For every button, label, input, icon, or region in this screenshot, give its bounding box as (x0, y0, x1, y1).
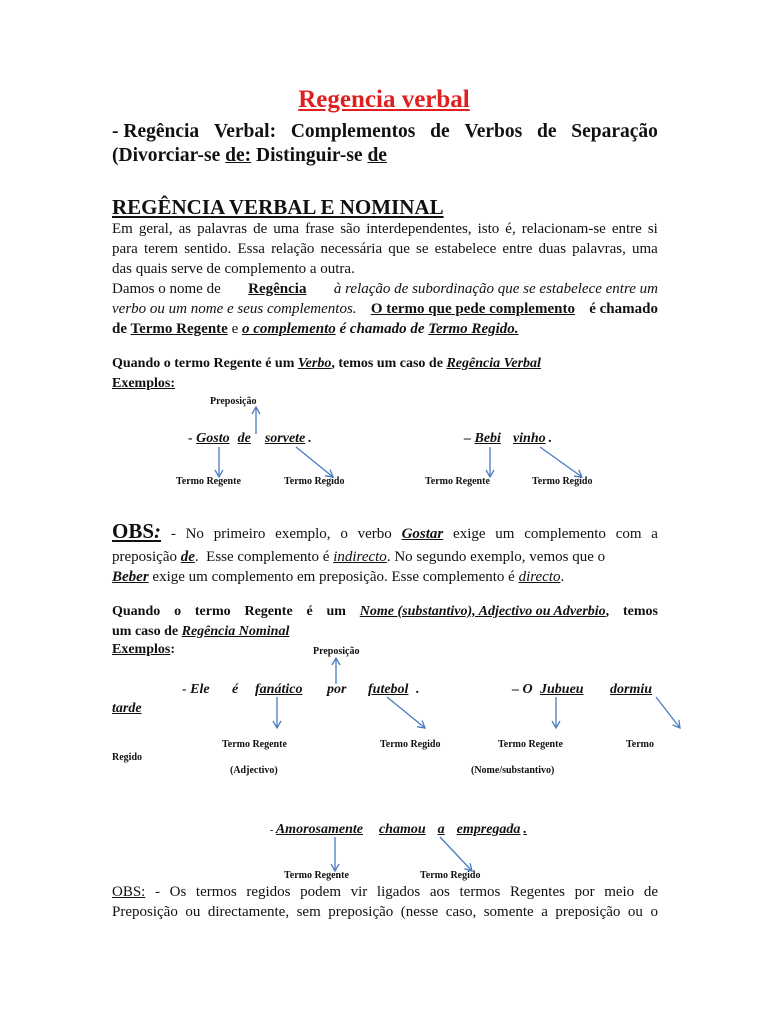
text-run: meio (604, 884, 635, 900)
text-run: duas (538, 241, 567, 257)
label-termo-regente: Termo Regente (425, 476, 490, 487)
text-run: verbo ou um nome e seus complementos. (112, 301, 357, 317)
text-run: relação (271, 241, 315, 257)
text-run: Verbo (297, 356, 332, 371)
word: de (430, 121, 450, 142)
text-run: ou (185, 904, 201, 920)
verbal-examples-label: Exemplos: (112, 376, 175, 391)
text-run: exige (453, 526, 486, 542)
text-run: ligados (376, 884, 421, 900)
label-termo-regente: Termo Regente (176, 476, 241, 487)
verbal-example-2 (464, 431, 552, 447)
text-run: frase (305, 221, 335, 237)
word: Separação (571, 121, 658, 142)
text-run: Regente (244, 604, 293, 619)
label-adjectivo: (Adjectivo) (230, 765, 278, 776)
text-run: de (237, 431, 251, 446)
text-run: de (643, 884, 658, 900)
text-run: OBS (112, 519, 155, 543)
verbal-example-1 (188, 431, 312, 447)
text: (Divorciar-se (112, 145, 226, 166)
label-termo-regente: Termo Regente (222, 739, 287, 750)
text-run: (nesse (400, 904, 439, 920)
text-run: exige um complemento em preposição. Esse complemento é (148, 569, 519, 585)
obs2-line-1 (112, 882, 658, 902)
text-run: . (560, 569, 565, 585)
text-run: é chamado (589, 301, 658, 317)
label-nome-substantivo: (Nome/substantivo) (471, 765, 555, 776)
text-run: para (112, 241, 138, 257)
text-run: - (188, 431, 197, 446)
label-termo-regido: Termo Regido (284, 476, 345, 487)
text-run: isto (477, 221, 500, 237)
nominal-example-3 (270, 822, 527, 838)
text-run: exemplo, (275, 526, 331, 542)
text-run: podem (300, 884, 341, 900)
text-run: Beber (112, 569, 149, 585)
text-run: . (548, 431, 553, 446)
text-run: Gosto (196, 431, 230, 446)
arrow-regido-diag (540, 447, 582, 477)
text-run: sem (296, 904, 321, 920)
nominal-ex2-word: – O (512, 682, 533, 697)
text-run: Exemplos (112, 642, 171, 657)
arrow-regido-diag (296, 447, 333, 477)
intro-line-5 (112, 299, 658, 319)
text-run: Gostar (401, 526, 444, 542)
text-run: de (180, 549, 195, 565)
text-run: , temos um caso de (331, 356, 447, 371)
text-run: primeiro (213, 526, 266, 542)
text-run: o (340, 526, 348, 542)
text-run: directo (518, 569, 561, 585)
subtitle (112, 120, 658, 168)
text-run: sorvete (264, 431, 306, 446)
text-run: Essa (237, 241, 265, 257)
text-run: necessária (320, 241, 383, 257)
section-heading: REGÊNCIA VERBAL E NOMINAL (112, 195, 444, 219)
text-run: se (416, 241, 429, 257)
page-title: Regencia verbal (298, 86, 470, 113)
obs-paragraph-1 (112, 521, 658, 587)
text-run: termos (459, 884, 501, 900)
text-run: um (495, 526, 515, 542)
obs-paragraph-2 (112, 882, 658, 922)
preposition-label: Preposição (313, 646, 360, 657)
text-run: - (270, 825, 276, 836)
text-run: com (615, 526, 642, 542)
text-run: Regência Nominal (181, 624, 290, 639)
text-run: entre (502, 241, 533, 257)
text-run: . (523, 822, 527, 837)
text-run: complemento (524, 526, 606, 542)
word: Verbos (464, 121, 523, 142)
label-termo-regido: Termo Regido (380, 739, 441, 750)
text: de (367, 145, 387, 166)
text-run: : (154, 519, 162, 543)
text-run: Quando (112, 604, 161, 619)
text-run: - (154, 884, 160, 900)
text-run: sentido. (184, 241, 232, 257)
nominal-heading-line-1 (112, 602, 658, 622)
text-run: à relação de subordinação que se estabelece entre um (333, 281, 658, 297)
obs1-line-1 (112, 521, 658, 544)
text-run: caso, (445, 904, 477, 920)
text-run: que (388, 241, 410, 257)
text-run: Amorosamente (275, 822, 363, 837)
text-run: . No segundo exemplo, vemos que o (386, 549, 606, 565)
text-run: um (326, 604, 346, 619)
text-run: a (437, 822, 445, 837)
text-run: : (170, 642, 176, 657)
text-run: OBS: (112, 884, 146, 900)
nominal-ex1-word: - Ele (182, 682, 210, 697)
nominal-heading (112, 602, 658, 642)
text-group (112, 521, 161, 541)
text-run: ou (627, 904, 643, 920)
word: de (537, 121, 557, 142)
subtitle-line-1 (112, 120, 658, 144)
preposition-label: Preposição (210, 396, 257, 407)
label-regido: Regido (112, 752, 142, 763)
text-run: uma (632, 241, 658, 257)
text-run: termos (195, 884, 237, 900)
text-run: Regentes (509, 884, 565, 900)
text-run: – (464, 431, 475, 446)
text-run: o (174, 604, 182, 619)
label-termo-regido: Termo Regido (420, 870, 481, 881)
text-run: relacionam-se (521, 221, 606, 237)
text-run: de (253, 221, 268, 237)
text-run: a (541, 904, 548, 920)
word: Verbal: (213, 121, 277, 142)
text: de: (225, 145, 252, 166)
label-termo-regente: Termo Regente (284, 870, 349, 881)
nominal-heading-line-2 (112, 622, 658, 642)
nominal-ex1-word: por (327, 682, 347, 697)
arrow-regido-diag (387, 697, 425, 728)
text-run: . (308, 431, 312, 446)
word: - Regência (112, 121, 200, 142)
text-run: são (340, 221, 361, 237)
text-run: e (227, 321, 242, 337)
label-termo-regente: Termo Regente (498, 739, 563, 750)
text-run: - (170, 526, 176, 542)
text-run: palavras, (572, 241, 626, 257)
text-run: . Esse complemento é (194, 549, 334, 565)
text-run: palavras (197, 221, 248, 237)
nominal-ex1-word: . (416, 682, 420, 697)
text-run: interdependentes, (366, 221, 472, 237)
text-run: estabelece (434, 241, 497, 257)
verbal-heading (112, 356, 541, 372)
intro-line-3: das quais serve de complemento a outra. (112, 261, 355, 277)
text-run: por (574, 884, 595, 900)
nominal-ex2-word: dormiu (610, 682, 653, 697)
text-run: chamou (378, 822, 426, 837)
text-run: é (306, 604, 313, 619)
text-run: terem (143, 241, 179, 257)
text-run: Damos o nome de (112, 281, 221, 297)
text-run: Termo Regido. (428, 321, 519, 337)
text-run: Os (169, 884, 187, 900)
nominal-ex1-word: fanático (255, 682, 303, 697)
text-run: verbo (357, 526, 392, 542)
text-run: o (650, 904, 658, 920)
text-run: Preposição (112, 904, 178, 920)
text-run: de (112, 321, 131, 337)
regencia-term: Regência (248, 281, 307, 297)
text-run: indirecto (333, 549, 387, 565)
text-run: directamente, (207, 904, 290, 920)
text-run: si (647, 221, 658, 237)
text-run: Regência Verbal (446, 356, 541, 371)
intro-paragraph (112, 219, 658, 339)
subtitle-line-2 (112, 144, 658, 168)
text-run: Em (112, 221, 133, 237)
text-run: Nome (substantivo), Adjectivo ou Adverbio (359, 604, 606, 619)
intro-line-1 (112, 219, 658, 239)
text-run: regidos (246, 884, 291, 900)
intro-line-6 (112, 319, 658, 339)
text-run: é chamado de (335, 321, 429, 337)
intro-line-2 (112, 239, 658, 259)
nominal-ex1-word: futebol (368, 682, 409, 697)
text-run: é, (505, 221, 516, 237)
nominal-ex2-word: tarde (112, 701, 142, 716)
text-run: Bebi (474, 431, 501, 446)
text-run: o complemento (242, 321, 336, 337)
word: Complementos (290, 121, 416, 142)
text-run: somente (483, 904, 534, 920)
text-group (360, 602, 609, 622)
text: Distinguir-se (251, 145, 368, 166)
text-run: O termo que pede complemento (370, 301, 575, 317)
text-run: Quando o termo Regente é um (112, 356, 298, 371)
arrow-regido-diag (440, 837, 472, 871)
label-termo-regido: Termo Regido (532, 476, 593, 487)
text-run: aos (429, 884, 450, 900)
text-run: um caso de (112, 624, 182, 639)
text-run: preposição (328, 904, 394, 920)
obs1-line-3 (112, 567, 658, 587)
label-termo: Termo (626, 739, 654, 750)
nominal-ex1-word: é (232, 682, 239, 697)
text-run: vir (350, 884, 368, 900)
text-run: vinho (512, 431, 546, 446)
text-run: temos (622, 604, 658, 619)
text-run: , (605, 604, 610, 619)
text-run: geral, (138, 221, 173, 237)
obs2-line-2 (112, 902, 658, 922)
text-run: No (185, 526, 204, 542)
nominal-ex2-word: Jubueu (540, 682, 584, 697)
text-run: Termo Regente (130, 321, 228, 337)
text-run: a (651, 526, 658, 542)
arrow-regido-diag (656, 697, 680, 728)
text-run: termo (194, 604, 231, 619)
text-run: uma (273, 221, 300, 237)
obs1-line-2 (112, 547, 658, 567)
intro-line-4 (112, 279, 658, 299)
text-run: preposição (112, 549, 181, 565)
text-run: empregada (456, 822, 521, 837)
text-run: as (178, 221, 192, 237)
text-run: entre (611, 221, 642, 237)
nominal-examples-label (112, 642, 175, 658)
text-run: preposição (555, 904, 621, 920)
